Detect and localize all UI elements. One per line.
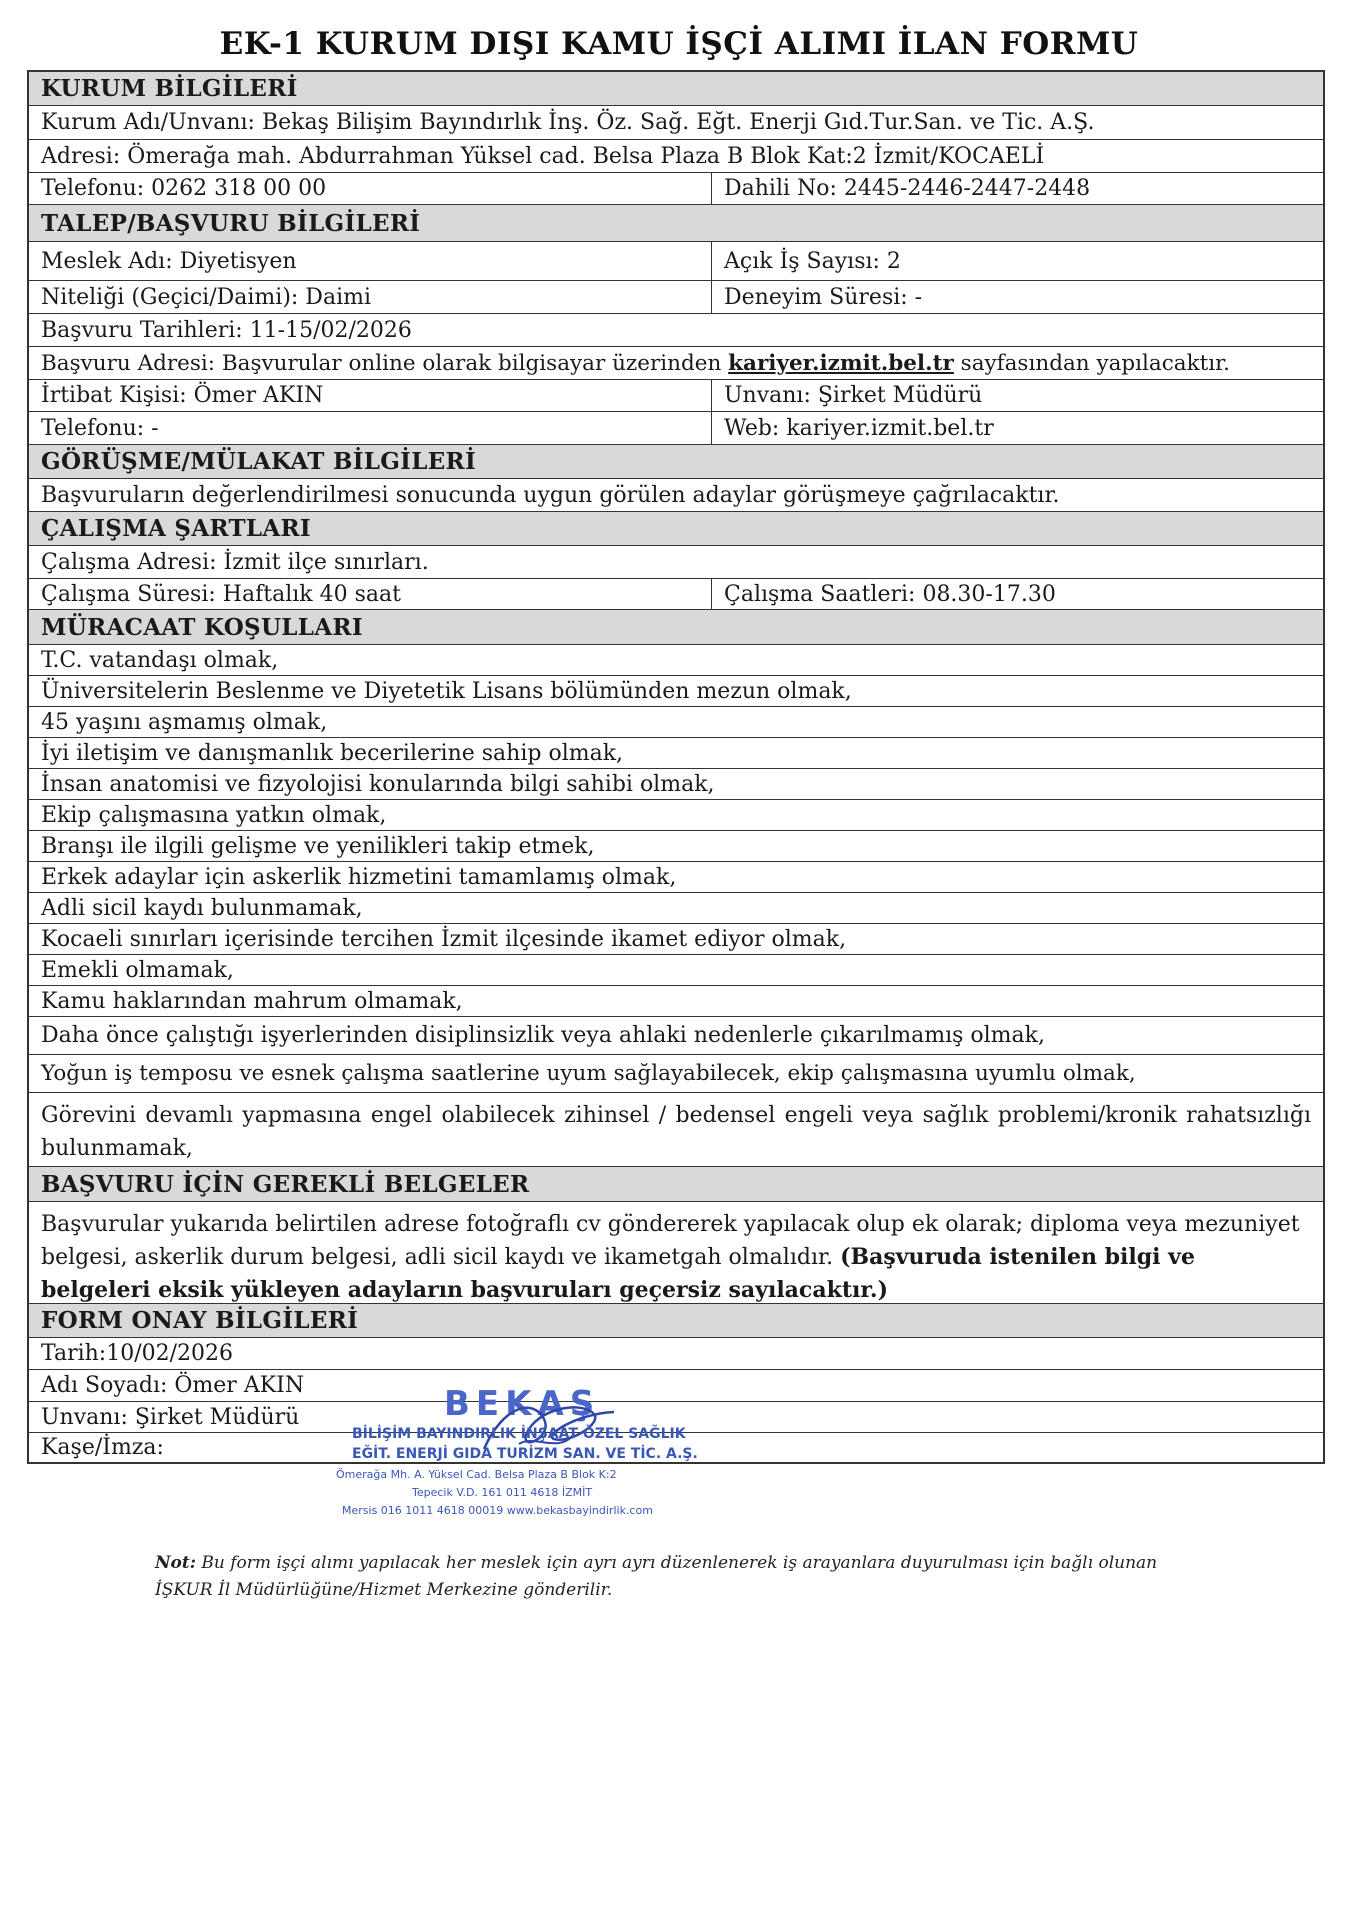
talep-header: TALEP/BAŞVURU BİLGİLERİ xyxy=(41,209,421,237)
muracaat-item: Daha önce çalıştığı işyerlerinden disiplinsizlik veya ahlaki nedenlerle çıkarılmamış olmak, xyxy=(41,1023,1045,1048)
kurum-header: KURUM BİLGİLERİ xyxy=(41,75,298,102)
irtibat-kisisi: İrtibat Kişisi: Ömer AKIN xyxy=(29,380,712,411)
section-header-muracaat xyxy=(29,610,1323,645)
muracaat-item: Üniversitelerin Beslenme ve Diyetetik Lisans bölümünden mezun olmak, xyxy=(41,678,852,704)
section-header-gorusme xyxy=(29,445,1323,479)
gorusme-text: Başvuruların değerlendirilmesi sonucunda uygun görülen adaylar görüşmeye çağrılacaktır. xyxy=(41,482,1060,508)
note-label: Not: xyxy=(155,1553,197,1573)
kurum-dahili: Dahili No: 2445-2446-2447-2448 xyxy=(724,176,1091,201)
calisma-header: ÇALIŞMA ŞARTLARI xyxy=(41,515,311,542)
meslek-adi: Meslek Adı: Diyetisyen xyxy=(29,242,712,280)
section-header-calisma xyxy=(29,512,1323,546)
onay-adi-soyadi: Adı Soyadı: Ömer AKIN xyxy=(41,1373,305,1398)
kurum-adres: Adresi: Ömerağa mah. Abdurrahman Yüksel cad. Belsa Plaza B Blok Kat:2 İzmit/KOCAELİ xyxy=(41,143,1045,169)
gorusme-header: GÖRÜŞME/MÜLAKAT BİLGİLERİ xyxy=(41,448,476,475)
basvuru-adresi-post: sayfasından yapılacaktır. xyxy=(953,350,1230,376)
muracaat-item: Emekli olmamak, xyxy=(41,957,234,983)
kurum-telefon: Telefonu: 0262 318 00 00 xyxy=(29,173,712,204)
kariyer-link[interactable]: kariyer.izmit.bel.tr xyxy=(728,350,954,376)
form-title: EK-1 KURUM DIŞI KAMU İŞÇİ ALIMI İLAN FORMU xyxy=(219,26,1139,62)
note-text: Bu form işçi alımı yapılacak her meslek için ayrı ayrı düzenlenerek iş arayanlara duyurulması için bağlı olunan İŞKUR İl Müdürlüğüne/Hizmet Merkezine gönderilir. xyxy=(155,1553,1158,1600)
belgeler-text xyxy=(29,1202,1323,1303)
muracaat-item: Branşı ile ilgili gelişme ve yenilikleri takip etmek, xyxy=(41,833,595,859)
onay-unvan: Unvanı: Şirket Müdürü xyxy=(41,1404,300,1430)
stamp-line2: EĞİT. ENERJİ GIDA TURİZM SAN. VE TİC. A.Ş. xyxy=(352,1446,698,1462)
kurum-adi: Kurum Adı/Unvanı: Bekaş Bilişim Bayındırlık İnş. Öz. Sağ. Eğt. Enerji Gıd.Tur.San. ve Tic. A.Ş. xyxy=(41,110,1095,135)
irtibat-unvan: Unvanı: Şirket Müdürü xyxy=(724,383,983,408)
muracaat-item: T.C. vatandaşı olmak, xyxy=(41,647,279,673)
muracaat-item: Erkek adaylar için askerlik hizmetini tamamlamış olmak, xyxy=(41,864,677,890)
section-header-onay xyxy=(29,1304,1323,1338)
calisma-saatleri: Çalışma Saatleri: 08.30-17.30 xyxy=(724,581,1056,607)
footnote xyxy=(155,1550,1215,1604)
web-adresi: Web: kariyer.izmit.bel.tr xyxy=(724,415,994,441)
acik-is-sayisi: Açık İş Sayısı: 2 xyxy=(724,248,901,274)
job-posting-form xyxy=(27,70,1325,1464)
onay-tarih: Tarih:10/02/2026 xyxy=(41,1341,234,1366)
basvuru-tarihleri: Başvuru Tarihleri: 11-15/02/2026 xyxy=(41,317,412,343)
muracaat-item: Adli sicil kaydı bulunmamak, xyxy=(41,895,363,921)
basvuru-adresi xyxy=(29,347,1323,379)
basvuru-adresi-pre: Başvuru Adresi: Başvurular online olarak bilgisayar üzerinden xyxy=(41,350,729,376)
muracaat-item: Kamu haklarından mahrum olmamak, xyxy=(41,988,463,1014)
muracaat-header: MÜRACAAT KOŞULLARI xyxy=(41,613,363,641)
belgeler-normal: Başvurular yukarıda belirtilen adrese fotoğraflı cv göndererek yapılacak olup ek olarak; diploma veya mezuniyet belgesi, askerlik durum belgesi, adli sicil kaydı ve ikametgah olmalıdır. xyxy=(41,1212,1300,1270)
stamp-line4: Tepecik V.D. 161 011 4618 İZMİT xyxy=(412,1486,593,1499)
onay-kase-imza: Kaşe/İmza: xyxy=(41,1435,164,1460)
section-header-belgeler xyxy=(29,1167,1323,1202)
calisma-adresi: Çalışma Adresi: İzmit ilçe sınırları. xyxy=(41,549,429,575)
company-stamp xyxy=(334,1384,704,1522)
stamp-line5: Mersis 016 1011 4618 00019 www.bekasbayindirlik.com xyxy=(342,1504,653,1517)
irtibat-telefon: Telefonu: - xyxy=(29,412,712,444)
onay-header: FORM ONAY BİLGİLERİ xyxy=(41,1307,359,1334)
calisma-suresi: Çalışma Süresi: Haftalık 40 saat xyxy=(29,579,712,609)
muracaat-item: 45 yaşını aşmamış olmak, xyxy=(41,709,328,735)
belgeler-bold: (Başvuruda istenilen bilgi ve belgeleri eksik yükleyen adayların başvuruları geçersiz sayılacaktır.) xyxy=(41,1244,1195,1303)
muracaat-item: İyi iletişim ve danışmanlık becerilerine sahip olmak, xyxy=(41,740,624,766)
section-header-kurum xyxy=(29,72,1323,106)
deneyim-suresi: Deneyim Süresi: - xyxy=(724,284,923,310)
muracaat-item: Yoğun iş temposu ve esnek çalışma saatlerine uyum sağlayabilecek, ekip çalışmasına uyumlu olmak, xyxy=(41,1061,1136,1086)
muracaat-item: Ekip çalışmasına yatkın olmak, xyxy=(41,802,387,828)
niteligi: Niteliği (Geçici/Daimi): Daimi xyxy=(29,281,712,313)
muracaat-item: Kocaeli sınırları içerisinde tercihen İzmit ilçesinde ikamet ediyor olmak, xyxy=(41,926,847,952)
section-header-talep xyxy=(29,205,1323,242)
stamp-brand: BEKAŞ xyxy=(444,1384,601,1424)
stamp-line1: BİLİŞİM BAYINDIRLIK İNŞAAT ÖZEL SAĞLIK xyxy=(352,1426,686,1442)
belgeler-header: BAŞVURU İÇİN GEREKLİ BELGELER xyxy=(41,1170,530,1198)
muracaat-item-last: Görevini devamlı yapmasına engel olabilecek zihinsel / bedensel engeli veya sağlık problemi/kronik rahatsızlığı bulunmamak, xyxy=(41,1103,1311,1161)
stamp-line3: Ömerağa Mh. A. Yüksel Cad. Belsa Plaza B Blok K:2 xyxy=(336,1468,617,1481)
muracaat-item: İnsan anatomisi ve fizyolojisi konularında bilgi sahibi olmak, xyxy=(41,771,715,797)
